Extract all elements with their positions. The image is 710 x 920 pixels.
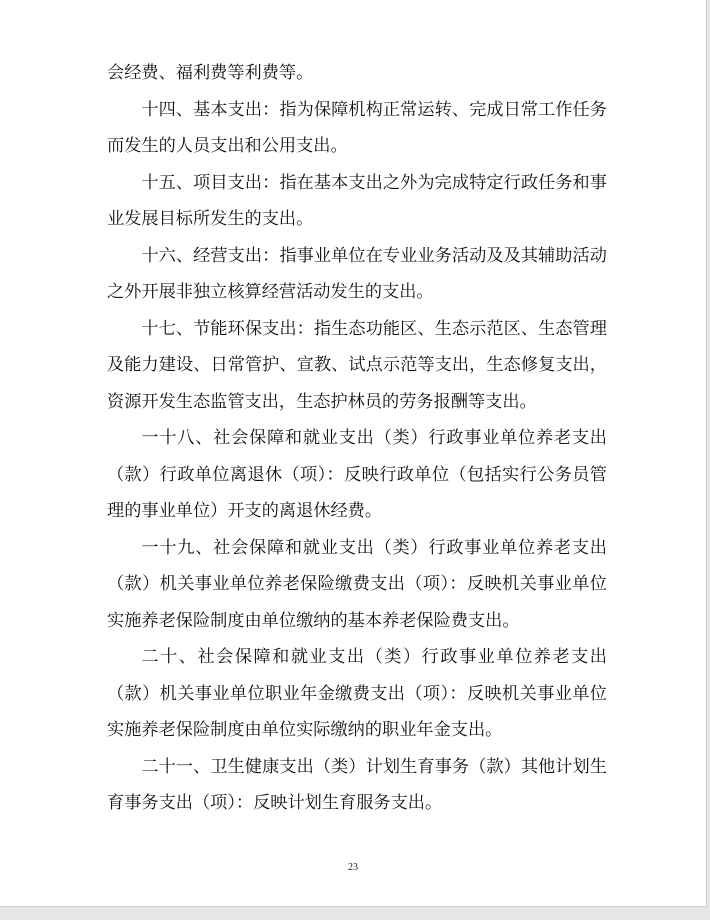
paragraph-environment-expenditure: 十七、节能环保支出：指生态功能区、生态示范区、生态管理及能力建设、日常管护、宣教、试点示范等支出，生态修复支出，资源开发生态监管支出，生态护林员的劳务报酬等支出。 [107, 318, 607, 412]
page-number: 23 [348, 862, 358, 873]
paragraph-pension-insurance: 一十九、社会保障和就业支出（类）行政事业单位养老支出（款）机关事业单位养老保险缴费支出（项）：反映机关事业单位实施养老保险制度由单位缴纳的基本养老保险费支出。 [107, 537, 607, 631]
document-body [107, 55, 607, 822]
paragraph-project-expenditure: 十五、项目支出：指在基本支出之外为完成特定行政任务和事业发展目标所发生的支出。 [107, 172, 607, 229]
paragraph-continued: 会经费、福利费等利费等。 [107, 63, 314, 83]
paragraph-retirement-expenditure: 一十八、社会保障和就业支出（类）行政事业单位养老支出（款）行政单位离退休（项）：反映行政单位（包括实行公务员管理的事业单位）开支的离退休经费。 [107, 428, 607, 521]
paragraph-basic-expenditure: 十四、基本支出：指为保障机构正常运转、完成日常工作任务而发生的人员支出和公用支出。 [107, 99, 607, 156]
paragraph-operating-expenditure: 十六、经营支出：指事业单位在专业业务活动及及其辅助活动之外开展非独立核算经营活动发生的支出。 [107, 245, 607, 302]
paragraph-family-planning: 二十一、卫生健康支出（类）计划生育事务（款）其他计划生育事务支出（项）：反映计划生育服务支出。 [107, 756, 607, 813]
paragraph-occupational-annuity: 二十、社会保障和就业支出（类）行政事业单位养老支出（款）机关事业单位职业年金缴费支出（项）：反映机关事业单位实施养老保险制度由单位实际缴纳的职业年金支出。 [107, 647, 607, 740]
